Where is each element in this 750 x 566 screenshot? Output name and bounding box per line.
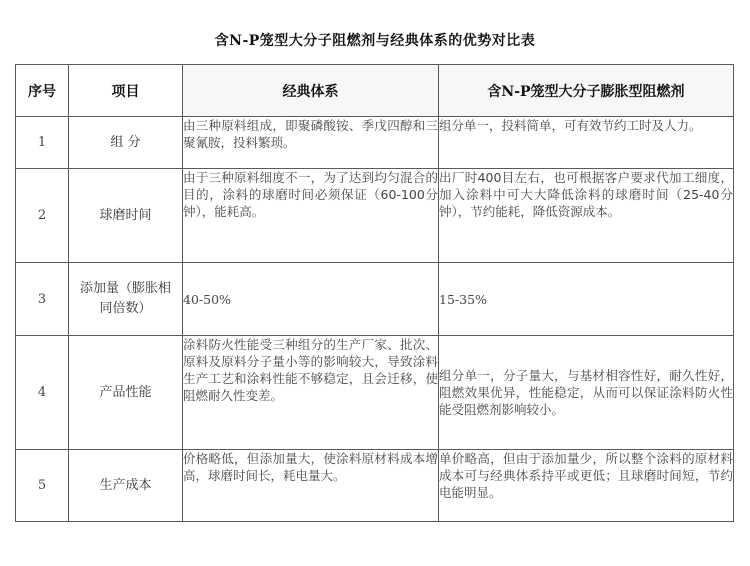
header-item: 项目 xyxy=(69,65,183,117)
row-number: 4 xyxy=(16,336,69,450)
row-classic: 涂料防火性能受三种组分的生产厂家、批次、原料及原料分子量小等的影响较大，导致涂料生产工艺和涂料性能不够稳定，且会迁移，使阻燃耐久性变差。 xyxy=(183,336,439,450)
row-classic: 由于三种原料细度不一，为了达到均匀混合的目的，涂料的球磨时间必须保证（60-100分钟），能耗高。 xyxy=(183,169,439,263)
row-number: 1 xyxy=(16,117,69,169)
row-item: 组 分 xyxy=(69,117,183,169)
table-title: 含N-P笼型大分子阻燃剂与经典体系的优势对比表 xyxy=(214,33,536,49)
row-np: 出厂时400目左右，也可根据客户要求代加工细度，加入涂料中可大大降低涂料的球磨时间（25-40分钟），节约能耗，降低资源成本。 xyxy=(439,169,734,263)
row-item: 产品性能 xyxy=(69,336,183,450)
row-np: 15-35% xyxy=(439,263,734,336)
table-row xyxy=(16,336,734,450)
table-row xyxy=(16,450,734,522)
row-item: 球磨时间 xyxy=(69,169,183,263)
row-np: 组分单一，投料简单，可有效节约工时及人力。 xyxy=(439,117,734,169)
row-item: 生产成本 xyxy=(69,450,183,522)
table-row xyxy=(16,169,734,263)
header-classic: 经典体系 xyxy=(183,65,439,117)
comparison-table xyxy=(15,64,734,522)
row-classic: 由三种原料组成，即聚磷酸铵、季戊四醇和三聚氰胺，投料繁琐。 xyxy=(183,117,439,169)
header-row xyxy=(16,65,734,117)
row-classic: 40-50% xyxy=(183,263,439,336)
row-np: 单价略高，但由于添加量少，所以整个涂料的原材料成本可与经典体系持平或更低；且球磨时间短，节约电能明显。 xyxy=(439,450,734,522)
table-row xyxy=(16,117,734,169)
header-no: 序号 xyxy=(16,65,69,117)
row-number: 2 xyxy=(16,169,69,263)
header-np: 含N-P笼型大分子膨胀型阻燃剂 xyxy=(439,65,734,117)
row-classic: 价格略低，但添加量大，使涂料原材料成本增高，球磨时间长，耗电量大。 xyxy=(183,450,439,522)
row-number: 3 xyxy=(16,263,69,336)
table-row xyxy=(16,263,734,336)
row-number: 5 xyxy=(16,450,69,522)
row-item: 添加量（膨胀相同倍数） xyxy=(69,263,183,336)
row-np: 组分单一，分子量大，与基材相容性好，耐久性好，阻燃效果优异，性能稳定，从而可以保证涂料防火性能受阻燃剂影响较小。 xyxy=(439,336,734,450)
